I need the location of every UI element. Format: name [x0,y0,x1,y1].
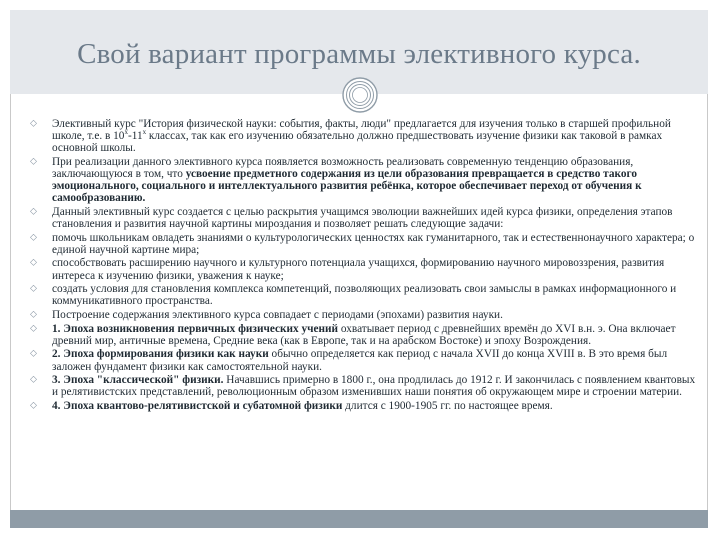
list-item-text: Начавшись примерно в 1800 г., она продлилась до 1912 г. И закончилась с появлением квантовых и релятивистских представлений, революционным образом изменивших наши понятия об окружающем мире и строении материи. [52,374,696,399]
list-item-text: создать условия для становления комплекса компетенций, позволяющих реализовать свои замыслы в рамках информационного и коммуникативного пространства. [52,283,677,308]
list-item-bold-text: усвоение предметного содержания из цели образования превращается в средство такого эмоционального, социального и интеллектуального развития ребёнка, которое обеспечивает переход от обучения к самообразованию. [52,167,642,205]
list-item-text: классах, так как его изучению обязательно должно предшествовать изучение физики как таковой в рамках основной школы. [52,130,663,155]
slide-title: Свой вариант программы элективного курса. [77,38,641,70]
list-item-text: способствовать расширению научного и культурного потенциала учащихся, формированию научного мировоззрения, развития интереса к изучению физики, уважения к науке; [52,257,665,282]
list-item-text: Построение содержания элективного курса совпадает с периодами (эпохами) развития науки. [52,308,503,321]
bullet-icon: ⬦ [30,348,37,360]
list-item [30,232,696,256]
list-item-text: х [124,128,128,137]
list-item-bold-text: 2. Эпоха формирования физики как науки [52,348,269,361]
list-item [30,118,696,154]
list-item-bold-text: 3. Эпоха "классической" физики. [52,374,224,387]
list-item-text: помочь школьникам овладеть знаниями о культурологических ценностях как гуманитарного, так и естественнонаучного характера; о единой научной картине мира; [52,231,695,256]
list-item [30,400,696,412]
list-item [30,206,696,230]
bullet-icon: ⬦ [30,322,37,334]
list-item-bold-text: 4. Эпоха квантово-релятивистской и субатомной физики [52,400,343,412]
list-item-text: -11 [127,130,143,143]
bullet-icon: ⬦ [30,205,37,217]
list-item [30,283,696,307]
list-item [30,348,696,372]
list-item [30,257,696,281]
list-item [30,374,696,398]
circle-ornament-icon [341,76,379,114]
list-item-text: Элективный курс "История физической науки: события, факты, люди" предлагается для изучения только в старшей профильной школе, т.е. в 10 [52,118,671,143]
bullet-icon: ⬦ [30,308,37,320]
list-item-text: Данный элективный курс создается с целью раскрытия учащимся эволюции важнейших идей курса физики, определения этапов становления и развития научной картины мироздания и позволяет решать следующие задачи: [52,205,673,230]
list-item [30,309,696,321]
list-item [30,323,696,347]
footer-band [10,510,708,528]
list-item-text: При реализации данного элективного курса появляется возможность реализовать современную тенденцию образования, заключающуюся в том, что [52,155,634,180]
list-item-bold-text: 1. Эпоха возникновения первичных физических учений [52,322,339,335]
list-item-text: обычно определяется как период с начала XVII до конца XVIII в. В это время был заложен фундамент физики как самостоятельной науки. [52,348,668,373]
bullet-icon: ⬦ [30,400,37,411]
bullet-icon: ⬦ [30,283,37,295]
list-item-text: х [142,128,147,137]
bullet-icon: ⬦ [30,257,37,269]
list-item-text: охватывает период с древнейших времён до XVI в.н. э. Она включает древний мир, античные времена, Средние века (как в Европе, так и на арабском Востоке) и эпоху Возрождения. [52,322,676,347]
list-item-text: длится с 1900-1905 гг. по настоящее время. [342,400,553,412]
bullet-list [30,118,696,414]
bullet-icon: ⬦ [30,118,37,129]
bullet-icon: ⬦ [30,155,37,167]
bullet-icon: ⬦ [30,231,37,243]
bullet-icon: ⬦ [30,374,37,386]
list-item [30,156,696,204]
